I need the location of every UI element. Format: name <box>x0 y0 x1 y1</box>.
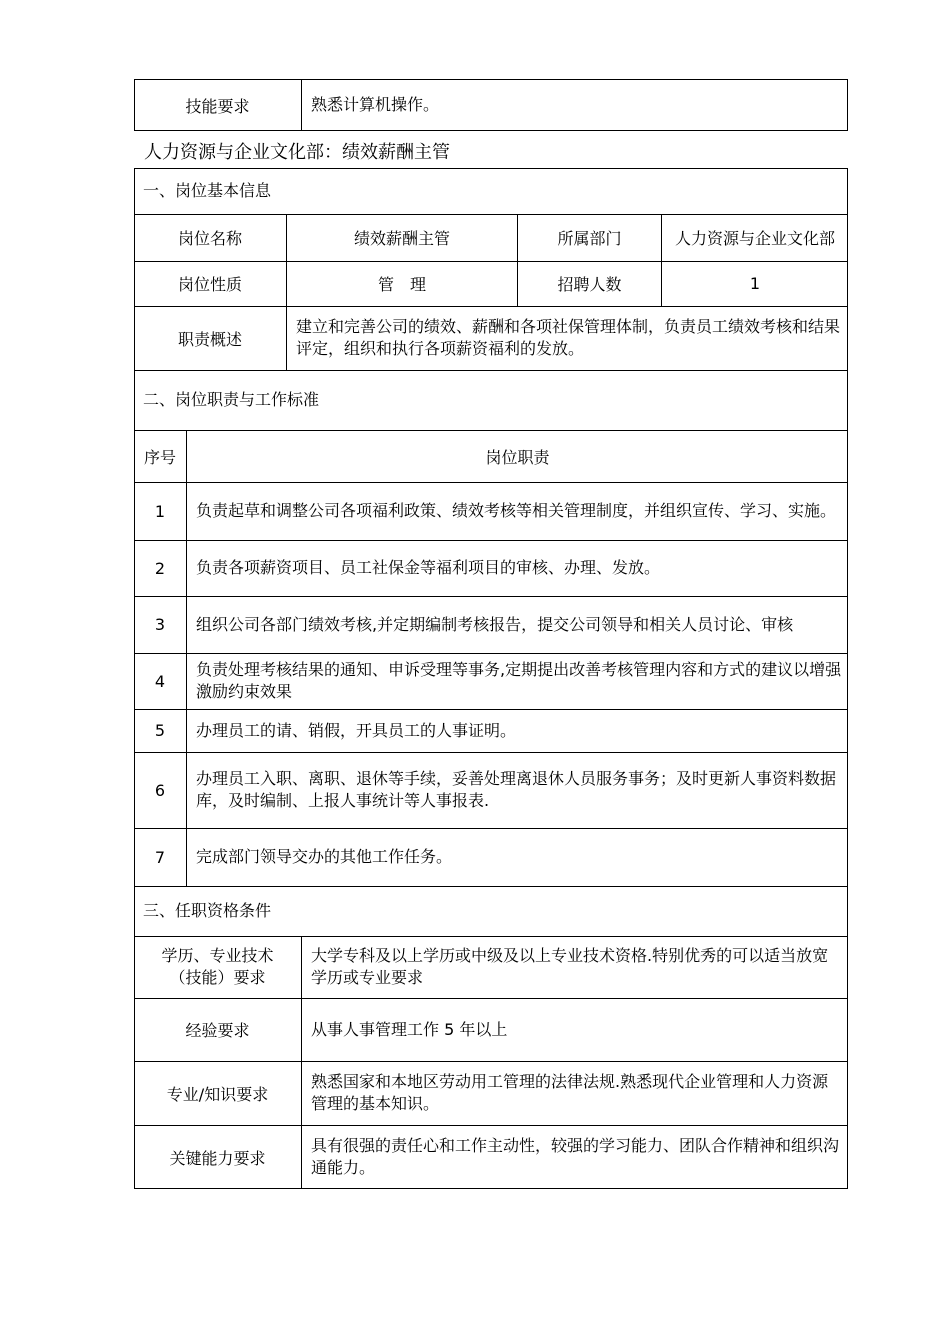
summary-value: 建立和完善公司的绩效、薪酬和各项社保管理体制，负责员工绩效考核和结果评定，组织和执行各项薪资福利的发放。 <box>296 317 841 358</box>
headcount-label: 招聘人数 <box>557 275 622 294</box>
qual-label: 学历、专业技术（技能）要求 <box>161 946 274 987</box>
nature-value: 管 理 <box>377 275 426 294</box>
duty-text: 组织公司各部门绩效考核,并定期编制考核报告，提交公司领导和相关人员讨论、审核 <box>196 614 794 634</box>
qual-label: 专业/知识要求 <box>166 1084 269 1104</box>
duty-text: 完成部门领导交办的其他工作任务。 <box>196 847 453 866</box>
dept-label: 所属部门 <box>557 229 622 248</box>
qual-value: 熟悉国家和本地区劳动用工管理的法律法规.熟悉现代企业管理和人力资源管理的基本知识。 <box>311 1072 829 1113</box>
duty-no: 5 <box>154 721 166 740</box>
section-title-basic-info: 一、岗位基本信息 <box>143 181 272 200</box>
section-title-duties: 二、岗位职责与工作标准 <box>143 390 320 409</box>
duty-text: 负责各项薪资项目、员工社保金等福利项目的审核、办理、发放。 <box>196 558 661 577</box>
qual-label: 经验要求 <box>185 1021 250 1040</box>
skill-label: 技能要求 <box>185 96 250 116</box>
nature-label: 岗位性质 <box>177 275 242 294</box>
duty-text: 办理员工的请、销假，开具员工的人事证明。 <box>196 720 517 740</box>
duty-no: 3 <box>154 615 166 634</box>
skill-value: 熟悉计算机操作。 <box>311 95 440 114</box>
qual-value: 大学专科及以上学历或中级及以上专业技术资格.特别优秀的可以适当放宽学历或专业要求 <box>311 946 829 987</box>
duty-no: 2 <box>154 558 166 578</box>
headcount-value: 1 <box>749 274 761 293</box>
summary-label: 职责概述 <box>177 329 242 349</box>
duty-text: 办理员工入职、离职、退休等手续，妥善处理离退休人员服务事务；及时更新人事资料数据库，及时编制、上报人事统计等人事报表. <box>196 769 837 810</box>
dept-value: 人力资源与企业文化部 <box>674 229 835 248</box>
duty-no: 1 <box>154 501 166 521</box>
duty-no: 6 <box>154 780 166 800</box>
qual-value: 具有很强的责任心和工作主动性，较强的学习能力、团队合作精神和组织沟通能力。 <box>311 1136 840 1177</box>
section-title-qualifications: 三、任职资格条件 <box>143 901 272 920</box>
duty-text: 负责起草和调整公司各项福利政策、绩效考核等相关管理制度，并组织宣传、学习、实施。 <box>196 501 837 520</box>
col-header-no: 序号 <box>143 447 176 467</box>
post-name-label: 岗位名称 <box>177 229 242 248</box>
duty-no: 7 <box>154 847 166 867</box>
qual-value: 从事人事管理工作 5 年以上 <box>311 1019 508 1039</box>
post-name-value: 绩效薪酬主管 <box>353 229 450 248</box>
col-header-duty: 岗位职责 <box>485 447 550 467</box>
page-title: 人力资源与企业文化部：绩效薪酬主管 <box>144 142 450 163</box>
duty-no: 4 <box>154 671 166 691</box>
qual-label: 关键能力要求 <box>169 1148 266 1168</box>
duty-text: 负责处理考核结果的通知、申诉受理等事务,定期提出改善考核管理内容和方式的建议以增强激励约束效果 <box>196 660 842 701</box>
